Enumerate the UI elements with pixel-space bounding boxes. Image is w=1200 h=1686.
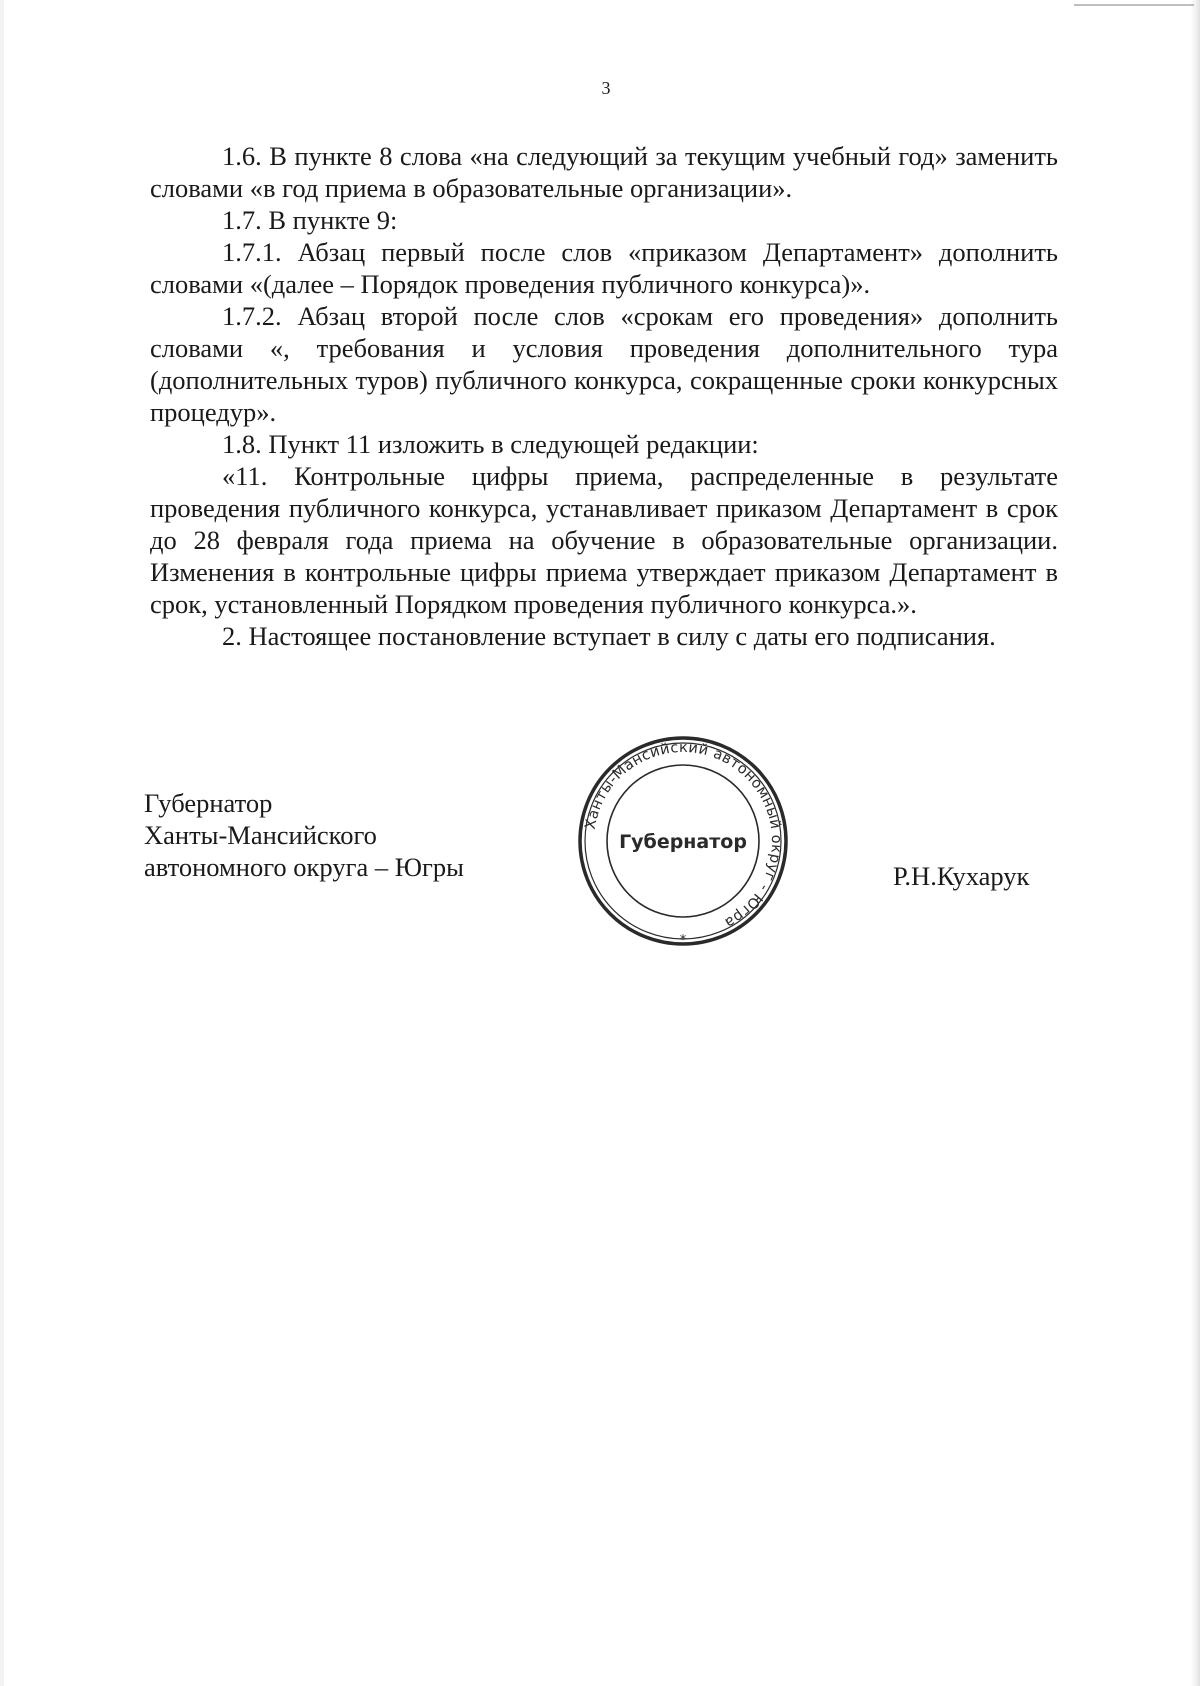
paragraph-1-6: 1.6. В пункте 8 слова «на следующий за текущим учебный год» заменить словами «в год приема в образовательные организации». (150, 141, 1058, 203)
signatory-title (144, 787, 464, 883)
seal-ring-textpath: Ханты-Мансийский автономный округ - Югра (582, 739, 785, 931)
paragraph-1-7: 1.7. В пункте 9: (222, 205, 398, 235)
paragraph-1-7-2: 1.7.2. Абзац второй после слов «срокам его проведения» дополнить словами «, требования и условия проведения дополнительного тура (дополнительных туров) публичного конкурса, сокращенные сроки конкурсных процедур». (150, 301, 1058, 427)
page-number: 3 (601, 78, 611, 98)
paragraph-2: 2. Настоящее постановление вступает в силу с даты его подписания. (222, 621, 996, 651)
scan-top-line (1074, 4, 1194, 6)
document-body (150, 140, 1058, 652)
official-seal (572, 730, 794, 952)
paragraph-1-8: 1.8. Пункт 11 изложить в следующей редакции: (222, 429, 759, 459)
signatory-title-line: Ханты-Мансийского (144, 820, 377, 850)
signatory-title-line: автономного округа – Югры (144, 852, 464, 882)
paragraph-11: «11. Контрольные цифры приема, распределенные в результате проведения публичного конкурса, устанавливает приказом Департамент в срок до 28 февраля года приема на обучение в образовательные организации. Изменения в контрольные цифры приема утверждает приказом Департамент в срок, установленный Порядком проведения публичного конкурса.». (150, 461, 1058, 619)
paragraph-1-7-1: 1.7.1. Абзац первый после слов «приказом Департамент» дополнить словами «(далее – Порядок проведения публичного конкурса)». (150, 237, 1058, 299)
seal-star: * (679, 933, 687, 948)
signatory-name: Р.Н.Кухарук (893, 861, 1030, 891)
signatory-title-line: Губернатор (144, 788, 273, 818)
seal-center-text: Губернатор (619, 831, 747, 853)
